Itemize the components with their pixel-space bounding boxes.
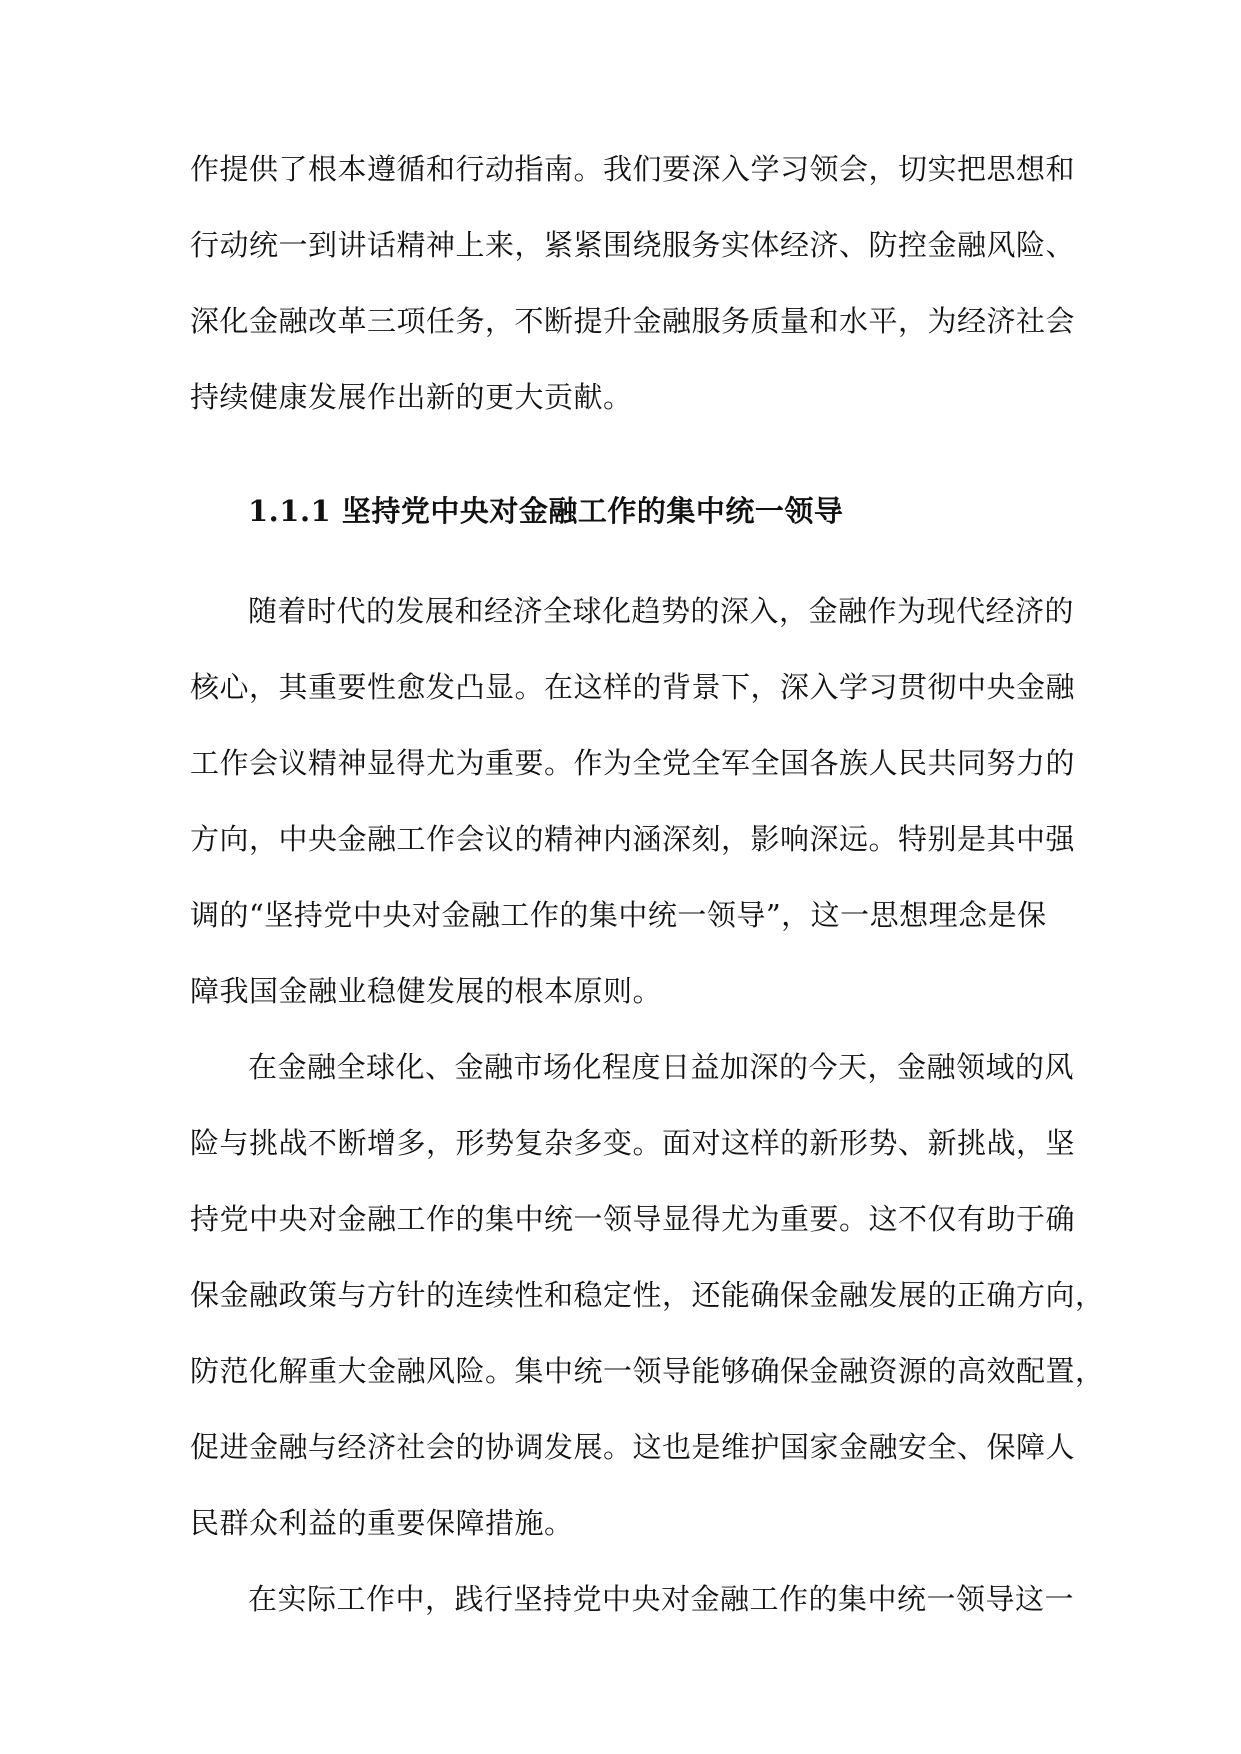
text-line: 防范化解重大金融风险。集中统一领导能够确保金融资源的高效配置，	[190, 1354, 1105, 1389]
text-line: 随着时代的发展和经济全球化趋势的深入，金融作为现代经济的	[248, 594, 1075, 629]
text-line: 障我国金融业稳健发展的根本原则。	[190, 974, 663, 1009]
paragraph-1	[190, 585, 1076, 1041]
text-line: 持党中央对金融工作的集中统一领导显得尤为重要。这不仅有助于确	[190, 1202, 1076, 1237]
paragraph-3	[190, 1573, 1075, 1649]
intro-paragraph	[190, 143, 1076, 447]
text-line: 险与挑战不断增多，形势复杂多变。面对这样的新形势、新挑战，坚	[190, 1126, 1076, 1161]
text-line: 核心，其重要性愈发凸显。在这样的背景下，深入学习贯彻中央金融	[190, 670, 1076, 705]
text-line: 深化金融改革三项任务，不断提升金融服务质量和水平，为经济社会	[190, 304, 1076, 338]
text-line: 保金融政策与方针的连续性和稳定性，还能确保金融发展的正确方向，	[190, 1278, 1105, 1313]
text-line: 方向，中央金融工作会议的精神内涵深刻，影响深远。特别是其中强	[190, 822, 1076, 857]
paragraph-2	[190, 1041, 1105, 1573]
text-line: 作提供了根本遵循和行动指南。我们要深入学习领会，切实把思想和	[190, 152, 1076, 186]
text-line: 行动统一到讲话精神上来，紧紧围绕服务实体经济、防控金融风险、	[190, 228, 1076, 262]
document-body	[190, 143, 1105, 1649]
text-line: 工作会议精神显得尤为重要。作为全党全军全国各族人民共同努力的	[190, 746, 1076, 781]
text-line: 促进金融与经济社会的协调发展。这也是维护国家金融安全、保障人	[190, 1430, 1076, 1465]
text-line: 持续健康发展作出新的更大贡献。	[190, 380, 633, 414]
text-line: 调的“坚持党中央对金融工作的集中统一领导”，这一思想理念是保	[190, 898, 1047, 933]
text-line: 民群众利益的重要保障措施。	[190, 1506, 574, 1541]
section-heading: 1.1.1 坚持党中央对金融工作的集中统一领导	[248, 494, 844, 528]
text-line: 在金融全球化、金融市场化程度日益加深的今天，金融领域的风	[248, 1050, 1075, 1085]
text-line: 在实际工作中，践行坚持党中央对金融工作的集中统一领导这一	[248, 1582, 1075, 1617]
